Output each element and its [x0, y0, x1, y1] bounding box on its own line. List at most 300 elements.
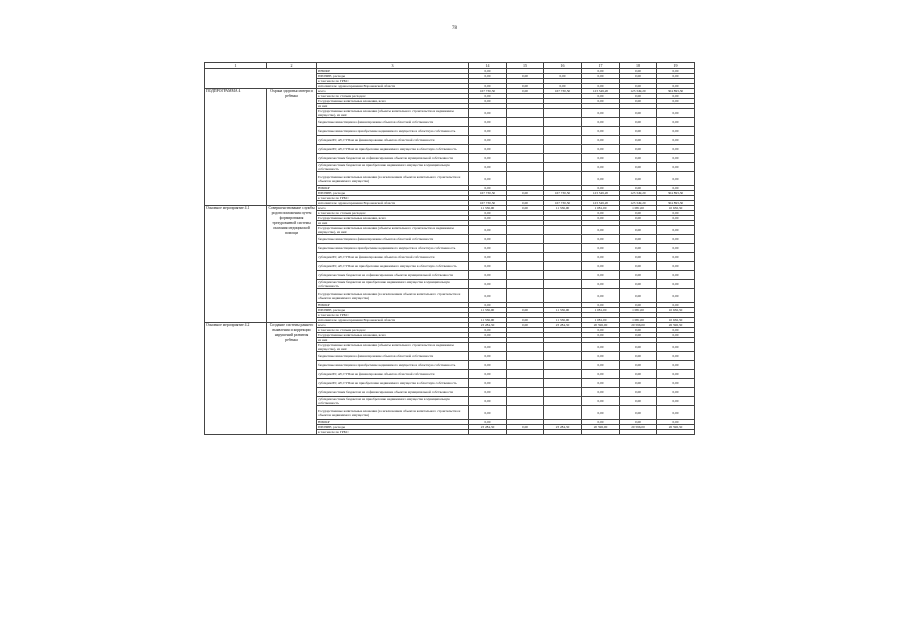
- value-cell: [544, 145, 582, 154]
- column-header: 19: [657, 63, 695, 69]
- value-cell: 10 636,30: [657, 318, 695, 323]
- row-label: субсидии местным бюджетам на софинансирование объектов муниципальной собственности: [317, 388, 469, 397]
- value-cell: 10 636,30: [657, 308, 695, 313]
- value-cell: [507, 379, 544, 388]
- value-cell: 0,00: [620, 420, 657, 425]
- value-cell: 0,00: [657, 74, 695, 79]
- row-label: из них: [317, 221, 469, 226]
- value-cell: 11 336,00: [469, 206, 507, 211]
- value-cell: 0,00: [657, 262, 695, 271]
- value-cell: 0,00: [582, 253, 620, 262]
- value-cell: 0,00: [620, 186, 657, 191]
- value-cell: 0,00: [582, 163, 620, 172]
- row-label: в том числе по ГРБС:: [317, 430, 469, 435]
- value-cell: 0,00: [582, 420, 620, 425]
- value-cell: 0,00: [620, 145, 657, 154]
- table-body: [205, 63, 695, 435]
- row-label: субсидии местным бюджетам на приобретение недвижимого имущества в муниципальную собственность: [317, 280, 469, 289]
- value-cell: 0,00: [620, 244, 657, 253]
- value-cell: 0,00: [507, 318, 544, 323]
- value-cell: 0,00: [582, 84, 620, 89]
- value-cell: 0,00: [469, 235, 507, 244]
- value-cell: 0,00: [582, 328, 620, 333]
- value-cell: 26 596,30: [657, 323, 695, 328]
- value-cell: [507, 235, 544, 244]
- row-label: бюджетные инвестиции на приобретение недвижимого имущества в областную собственность: [317, 127, 469, 136]
- row-label: НИОКР: [317, 420, 469, 425]
- value-cell: [507, 226, 544, 235]
- value-cell: 0,00: [582, 262, 620, 271]
- value-cell: 0,00: [582, 99, 620, 104]
- value-cell: 167 730,50: [544, 201, 582, 206]
- value-cell: 0,00: [582, 406, 620, 420]
- value-cell: 0,00: [582, 211, 620, 216]
- value-cell: 0,00: [620, 289, 657, 303]
- value-cell: 0,00: [657, 244, 695, 253]
- row-label: субсидии местным бюджетам на приобретение недвижимого имущества в муниципальную собственность: [317, 163, 469, 172]
- value-cell: [582, 430, 620, 435]
- value-cell: 0,00: [620, 94, 657, 99]
- value-cell: 0,00: [544, 84, 582, 89]
- value-cell: 0,00: [657, 84, 695, 89]
- value-cell: 0,00: [582, 271, 620, 280]
- row-label: субсидии БУ, АУ, ГУПам на приобретение недвижимого имущества в областную собственность: [317, 379, 469, 388]
- value-cell: 0,00: [657, 271, 695, 280]
- column-header: 18: [620, 63, 657, 69]
- value-cell: 1 081,00: [620, 318, 657, 323]
- value-cell: 11 336,00: [544, 206, 582, 211]
- value-cell: 0,00: [657, 328, 695, 333]
- value-cell: [507, 271, 544, 280]
- row-label: Государственные капитальные вложения (объекты капитального строительства и недвижимое имущество), из них:: [317, 343, 469, 352]
- value-cell: [507, 388, 544, 397]
- value-cell: 167 730,50: [544, 89, 582, 94]
- value-cell: 0,00: [657, 216, 695, 221]
- value-cell: 0,00: [507, 323, 544, 328]
- row-label: субсидии БУ, АУ, ГУПам на приобретение недвижимого имущества в областную собственность: [317, 145, 469, 154]
- value-cell: [544, 271, 582, 280]
- value-cell: 0,00: [620, 235, 657, 244]
- value-cell: 20 596,00: [582, 425, 620, 430]
- value-cell: 20 596,00: [620, 323, 657, 328]
- column-header: 2: [267, 63, 317, 69]
- value-cell: 123 349,20: [582, 191, 620, 196]
- value-cell: 0,00: [657, 370, 695, 379]
- row-label: Государственные капитальные вложения (за исключением объектов капитального строительства и объектов недвижимого имущества): [317, 289, 469, 303]
- row-label: в том числе по ГРБС:: [317, 79, 469, 84]
- value-cell: 0,00: [469, 163, 507, 172]
- value-cell: [544, 262, 582, 271]
- value-cell: 0,00: [657, 361, 695, 370]
- value-cell: [507, 172, 544, 186]
- value-cell: 11 336,00: [544, 308, 582, 313]
- value-cell: 23 284,30: [469, 425, 507, 430]
- column-header: 3: [317, 63, 469, 69]
- value-cell: [544, 136, 582, 145]
- value-cell: 0,00: [469, 280, 507, 289]
- value-cell: 0,00: [657, 226, 695, 235]
- value-cell: 123 349,20: [582, 89, 620, 94]
- value-cell: 0,00: [620, 397, 657, 406]
- value-cell: 0,00: [582, 136, 620, 145]
- value-cell: 0,00: [469, 328, 507, 333]
- value-cell: 0,00: [469, 69, 507, 74]
- value-cell: 0,00: [469, 154, 507, 163]
- value-cell: 0,00: [582, 154, 620, 163]
- value-cell: [507, 343, 544, 352]
- value-cell: [507, 361, 544, 370]
- value-cell: 0,00: [469, 397, 507, 406]
- value-cell: 0,00: [620, 271, 657, 280]
- page-number: 78: [452, 26, 457, 31]
- value-cell: 0,00: [469, 303, 507, 308]
- row-label: ПРОЧИЕ, расходы: [317, 308, 469, 313]
- value-cell: 0,00: [620, 253, 657, 262]
- value-cell: 0,00: [469, 333, 507, 338]
- value-cell: 0,00: [657, 397, 695, 406]
- value-cell: 0,00: [582, 216, 620, 221]
- value-cell: 0,00: [657, 303, 695, 308]
- value-cell: [544, 226, 582, 235]
- value-cell: 167 730,50: [469, 89, 507, 94]
- value-cell: 0,00: [507, 206, 544, 211]
- value-cell: [507, 109, 544, 118]
- value-cell: 0,00: [657, 109, 695, 118]
- row-label: субсидии местным бюджетам на приобретение недвижимого имущества в муниципальную собственность: [317, 397, 469, 406]
- section-name: Совершенствование службы родовспоможения путем формирования трехуровневой системы оказания медицинской помощи: [267, 206, 317, 323]
- value-cell: 0,00: [582, 69, 620, 74]
- value-cell: 0,00: [620, 69, 657, 74]
- value-cell: 123 349,20: [582, 201, 620, 206]
- value-cell: 0,00: [507, 191, 544, 196]
- value-cell: 304 893,30: [657, 191, 695, 196]
- value-cell: [544, 361, 582, 370]
- value-cell: [544, 343, 582, 352]
- value-cell: 0,00: [582, 280, 620, 289]
- value-cell: [507, 136, 544, 145]
- value-cell: 167 730,50: [469, 201, 507, 206]
- row-label: Государственные капитальные вложения, всего: [317, 99, 469, 104]
- budget-table: [204, 62, 695, 435]
- value-cell: [544, 406, 582, 420]
- row-label: из них: [317, 104, 469, 109]
- value-cell: [544, 118, 582, 127]
- value-cell: 0,00: [469, 145, 507, 154]
- value-cell: [544, 163, 582, 172]
- value-cell: 23 284,30: [544, 425, 582, 430]
- value-cell: [544, 127, 582, 136]
- value-cell: 0,00: [469, 186, 507, 191]
- value-cell: 167 730,50: [469, 191, 507, 196]
- value-cell: [507, 370, 544, 379]
- value-cell: 1 081,00: [620, 206, 657, 211]
- row-label: в том числе по ГРБС:: [317, 196, 469, 201]
- value-cell: 167 730,50: [544, 191, 582, 196]
- value-cell: [544, 379, 582, 388]
- column-header: 16: [544, 63, 582, 69]
- value-cell: 0,00: [507, 425, 544, 430]
- value-cell: 0,00: [657, 289, 695, 303]
- value-cell: 0,00: [469, 226, 507, 235]
- row-label: Государственные капитальные вложения (объекты капитального строительства и недвижимое имущество), из них:: [317, 109, 469, 118]
- value-cell: 11 336,00: [469, 318, 507, 323]
- value-cell: 23 284,30: [469, 323, 507, 328]
- value-cell: [544, 388, 582, 397]
- value-cell: 0,00: [620, 333, 657, 338]
- row-label: субсидии местным бюджетам на софинансирование объектов муниципальной собственности: [317, 154, 469, 163]
- row-label: ПРОЧИЕ, расходы: [317, 425, 469, 430]
- value-cell: 0,00: [620, 388, 657, 397]
- column-header: 17: [582, 63, 620, 69]
- value-cell: 0,00: [657, 388, 695, 397]
- value-cell: 0,00: [469, 406, 507, 420]
- value-cell: 0,00: [657, 99, 695, 104]
- value-cell: [544, 172, 582, 186]
- row-label: исполнитель: здравоохранения Воронежской области: [317, 201, 469, 206]
- value-cell: 0,00: [469, 420, 507, 425]
- row-label: Государственные капитальные вложения, всего: [317, 216, 469, 221]
- value-cell: 0,00: [469, 84, 507, 89]
- value-cell: 0,00: [507, 308, 544, 313]
- value-cell: 0,00: [657, 352, 695, 361]
- value-cell: [507, 406, 544, 420]
- section-code: Основное мероприятие 4.1: [205, 206, 267, 323]
- row-label: субсидии БУ, АУ, ГУПам на финансирование объектов областной собственности: [317, 370, 469, 379]
- row-label: из них: [317, 338, 469, 343]
- value-cell: [544, 397, 582, 406]
- column-header: 14: [469, 63, 507, 69]
- value-cell: 0,00: [657, 145, 695, 154]
- value-cell: 0,00: [469, 262, 507, 271]
- value-cell: 0,00: [582, 303, 620, 308]
- value-cell: 0,00: [657, 118, 695, 127]
- value-cell: 0,00: [469, 289, 507, 303]
- value-cell: 0,00: [620, 84, 657, 89]
- value-cell: 0,00: [582, 94, 620, 99]
- value-cell: 0,00: [582, 127, 620, 136]
- value-cell: 0,00: [657, 94, 695, 99]
- row-label: в том числе по статьям расходов:: [317, 328, 469, 333]
- value-cell: 0,00: [657, 211, 695, 216]
- value-cell: 0,00: [620, 303, 657, 308]
- row-label: бюджетные инвестиции на финансирование объектов областной собственности: [317, 118, 469, 127]
- section-code: ПОДПРОГРАММА 4: [205, 89, 267, 206]
- row-label: НИОКР: [317, 186, 469, 191]
- value-cell: 10 636,30: [657, 206, 695, 211]
- row-label: ПРОЧИЕ, расходы: [317, 74, 469, 79]
- value-cell: 20 596,00: [620, 425, 657, 430]
- value-cell: [544, 244, 582, 253]
- row-label: в том числе по статьям расходов:: [317, 94, 469, 99]
- row-label: бюджетные инвестиции на финансирование объектов областной собственности: [317, 235, 469, 244]
- value-cell: 0,00: [620, 99, 657, 104]
- row-label: ИНОФР: [317, 69, 469, 74]
- value-cell: 0,00: [657, 406, 695, 420]
- value-cell: 0,00: [469, 118, 507, 127]
- row-label: исполнитель: здравоохранения Воронежской области: [317, 84, 469, 89]
- value-cell: 0,00: [582, 226, 620, 235]
- value-cell: 0,00: [469, 211, 507, 216]
- value-cell: [544, 370, 582, 379]
- value-cell: 0,00: [582, 172, 620, 186]
- value-cell: 0,00: [657, 333, 695, 338]
- row-label: исполнитель: здравоохранения Воронежской области: [317, 318, 469, 323]
- value-cell: 0,00: [620, 74, 657, 79]
- row-label: всего: [317, 89, 469, 94]
- value-cell: 0,00: [657, 136, 695, 145]
- value-cell: 0,00: [620, 118, 657, 127]
- value-cell: 0,00: [620, 163, 657, 172]
- value-cell: [544, 289, 582, 303]
- value-cell: 0,00: [620, 154, 657, 163]
- row-label: бюджетные инвестиции на приобретение недвижимого имущества в областную собственность: [317, 244, 469, 253]
- row-label: Государственные капитальные вложения (за исключением объектов капитального строительства и объектов недвижимого имущества): [317, 406, 469, 420]
- value-cell: 0,00: [657, 379, 695, 388]
- value-cell: 0,00: [657, 420, 695, 425]
- value-cell: 0,00: [582, 370, 620, 379]
- row-label: всего: [317, 323, 469, 328]
- row-label: Государственные капитальные вложения (объекты капитального строительства и недвижимое имущество), из них:: [317, 226, 469, 235]
- value-cell: 0,00: [469, 127, 507, 136]
- value-cell: [507, 163, 544, 172]
- value-cell: [507, 397, 544, 406]
- value-cell: 0,00: [620, 211, 657, 216]
- value-cell: [544, 154, 582, 163]
- value-cell: 0,00: [657, 127, 695, 136]
- value-cell: [544, 109, 582, 118]
- value-cell: 0,00: [582, 379, 620, 388]
- value-cell: 0,00: [582, 235, 620, 244]
- value-cell: 0,00: [507, 74, 544, 79]
- row-label: в том числе по статьям расходов:: [317, 211, 469, 216]
- value-cell: 0,00: [657, 163, 695, 172]
- value-cell: 0,00: [469, 172, 507, 186]
- value-cell: 0,00: [620, 127, 657, 136]
- value-cell: [507, 244, 544, 253]
- value-cell: [507, 253, 544, 262]
- value-cell: 0,00: [469, 99, 507, 104]
- value-cell: 0,00: [544, 74, 582, 79]
- value-cell: 0,00: [507, 84, 544, 89]
- value-cell: 0,00: [469, 361, 507, 370]
- value-cell: 0,00: [620, 328, 657, 333]
- row-label: бюджетные инвестиции на финансирование объектов областной собственности: [317, 352, 469, 361]
- value-cell: [544, 430, 582, 435]
- continued-cell: [205, 69, 317, 89]
- value-cell: 304 893,30: [657, 89, 695, 94]
- value-cell: [544, 253, 582, 262]
- value-cell: [544, 352, 582, 361]
- row-label: Государственные капитальные вложения, всего: [317, 333, 469, 338]
- value-cell: 0,00: [582, 333, 620, 338]
- row-label: Государственные капитальные вложения (за исключением объектов капитального строительства и объектов недвижимого имущества): [317, 172, 469, 186]
- value-cell: 23 284,30: [544, 323, 582, 328]
- value-cell: 123 349,20: [620, 89, 657, 94]
- value-cell: 0,00: [657, 253, 695, 262]
- value-cell: 0,00: [620, 216, 657, 221]
- value-cell: 0,00: [469, 370, 507, 379]
- value-cell: 0,00: [469, 343, 507, 352]
- value-cell: [507, 145, 544, 154]
- value-cell: 20 596,00: [582, 323, 620, 328]
- row-label: НИОКР: [317, 303, 469, 308]
- value-cell: [507, 118, 544, 127]
- value-cell: 0,00: [469, 388, 507, 397]
- value-cell: 123 349,20: [620, 191, 657, 196]
- row-label: ПРОЧИЕ, расходы: [317, 191, 469, 196]
- value-cell: [657, 430, 695, 435]
- value-cell: [507, 430, 544, 435]
- value-cell: 0,00: [620, 370, 657, 379]
- row-label: субсидии БУ, АУ, ГУПам на приобретение недвижимого имущества в областную собственность: [317, 262, 469, 271]
- row-label: всего: [317, 206, 469, 211]
- value-cell: 0,00: [582, 186, 620, 191]
- value-cell: 0,00: [620, 379, 657, 388]
- value-cell: 0,00: [469, 94, 507, 99]
- value-cell: 0,00: [657, 235, 695, 244]
- value-cell: 0,00: [469, 136, 507, 145]
- section-name: Создание системы раннего выявления и коррекции нарушений развития ребенка: [267, 323, 317, 435]
- value-cell: [469, 430, 507, 435]
- value-cell: 0,00: [469, 244, 507, 253]
- value-cell: 0,00: [582, 343, 620, 352]
- section-name: Охрана здоровья матери и ребенка: [267, 89, 317, 206]
- value-cell: 0,00: [657, 69, 695, 74]
- value-cell: 0,00: [469, 109, 507, 118]
- value-cell: 1 081,00: [582, 318, 620, 323]
- value-cell: 0,00: [469, 352, 507, 361]
- value-cell: 0,00: [657, 172, 695, 186]
- value-cell: 0,00: [620, 262, 657, 271]
- value-cell: [507, 262, 544, 271]
- value-cell: 26 596,30: [657, 425, 695, 430]
- value-cell: [507, 280, 544, 289]
- value-cell: 1 081,00: [582, 308, 620, 313]
- row-label: субсидии БУ, АУ, ГУПам на финансирование объектов областной собственности: [317, 253, 469, 262]
- value-cell: 0,00: [507, 89, 544, 94]
- value-cell: 0,00: [620, 109, 657, 118]
- value-cell: 0,00: [507, 201, 544, 206]
- value-cell: 0,00: [582, 352, 620, 361]
- value-cell: [620, 430, 657, 435]
- row-label: бюджетные инвестиции на приобретение недвижимого имущества в областную собственность: [317, 361, 469, 370]
- value-cell: 0,00: [620, 352, 657, 361]
- value-cell: 0,00: [582, 388, 620, 397]
- value-cell: [544, 235, 582, 244]
- value-cell: 0,00: [657, 343, 695, 352]
- row-label: субсидии местным бюджетам на софинансирование объектов муниципальной собственности: [317, 271, 469, 280]
- value-cell: 0,00: [582, 118, 620, 127]
- value-cell: 0,00: [620, 226, 657, 235]
- value-cell: 0,00: [469, 253, 507, 262]
- value-cell: 0,00: [582, 361, 620, 370]
- value-cell: 0,00: [620, 136, 657, 145]
- value-cell: 0,00: [582, 244, 620, 253]
- value-cell: 0,00: [469, 271, 507, 280]
- value-cell: 0,00: [582, 109, 620, 118]
- value-cell: 0,00: [620, 280, 657, 289]
- value-cell: 0,00: [582, 74, 620, 79]
- value-cell: 1 081,00: [582, 206, 620, 211]
- column-header: 15: [507, 63, 544, 69]
- value-cell: 0,00: [620, 343, 657, 352]
- value-cell: 11 336,00: [469, 308, 507, 313]
- value-cell: 0,00: [582, 289, 620, 303]
- row-label: субсидии БУ, АУ, ГУПам на финансирование объектов областной собственности: [317, 136, 469, 145]
- value-cell: 0,00: [582, 145, 620, 154]
- column-header: 1: [205, 63, 267, 69]
- value-cell: [507, 127, 544, 136]
